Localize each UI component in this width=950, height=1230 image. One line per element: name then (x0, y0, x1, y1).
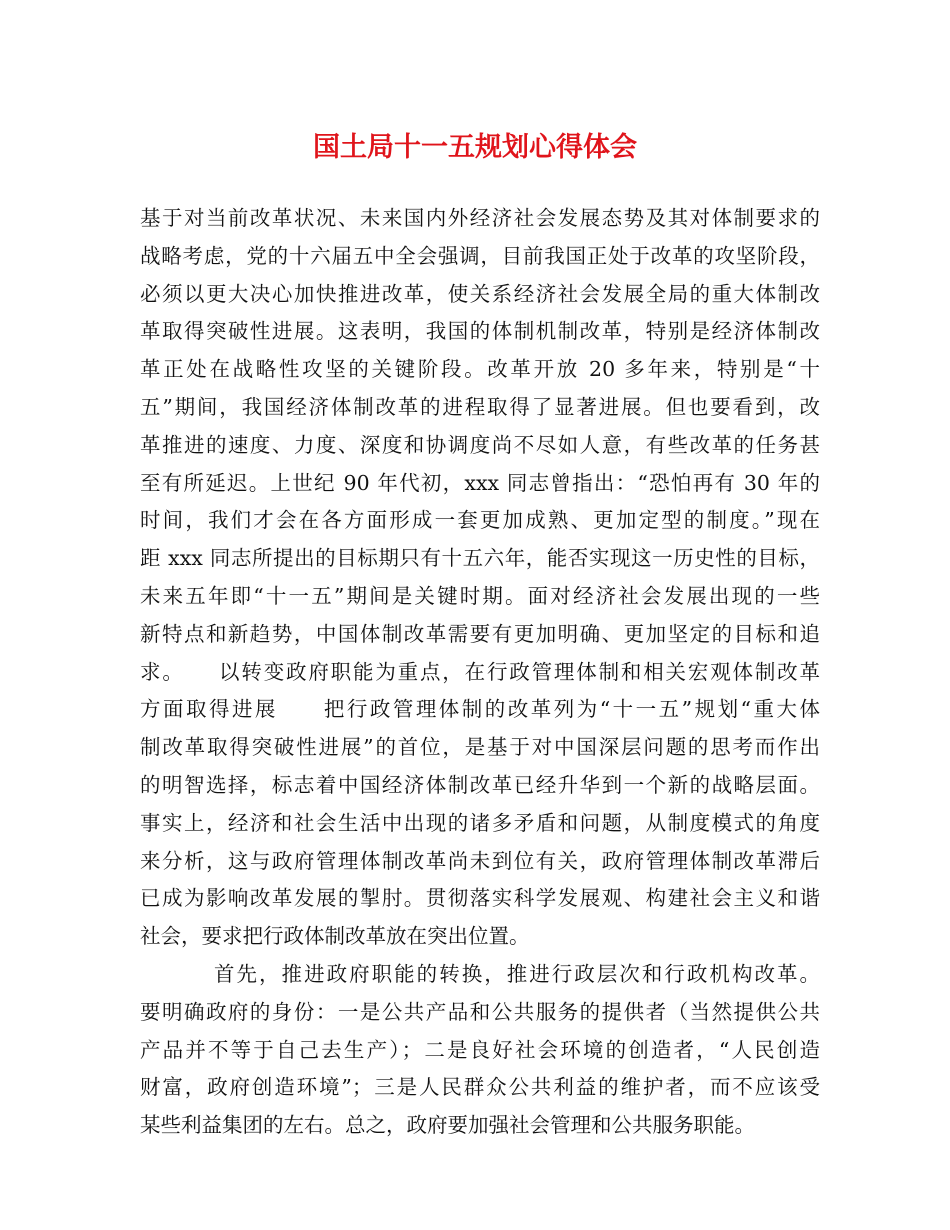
text-line: 距 xxx 同志所提出的目标期只有十五六年，能否实现这一历史性的目标， (140, 546, 820, 571)
text-line: 的明智选择，标志着中国经济体制改革已经升华到一个新的战略层面。 (140, 772, 820, 797)
text-line: 求。 以转变政府职能为重点，在行政管理体制和相关宏观体制改革 (140, 659, 820, 684)
paragraph-2 (140, 956, 820, 1145)
text-line: 要明确政府的身份：一是公共产品和公共服务的提供者（当然提供公共 (140, 999, 820, 1024)
text-line: 必须以更大决心加快推进改革，使关系经济社会发展全局的重大体制改 (140, 281, 820, 306)
text-line: 已成为影响改革发展的掣肘。贯彻落实科学发展观、构建社会主义和谐 (140, 886, 820, 911)
text-line: 未来五年即“十一五”期间是关键时期。面对经济社会发展出现的一些 (140, 583, 820, 608)
text-line: 首先，推进政府职能的转换，推进行政层次和行政机构改革。 (214, 961, 820, 986)
text-line: 五”期间，我国经济体制改革的进程取得了显著进展。但也要看到，改 (140, 394, 820, 419)
text-line: 方面取得进展 把行政管理体制的改革列为“十一五”规划“重大体 (140, 697, 820, 722)
text-line: 来分析，这与政府管理体制改革尚未到位有关，政府管理体制改革滞后 (140, 848, 820, 873)
text-line: 战略考虑，党的十六届五中全会强调，目前我国正处于改革的攻坚阶段， (140, 243, 820, 268)
text-line: 革取得突破性进展。这表明，我国的体制机制改革，特别是经济体制改 (140, 319, 820, 344)
text-line: 革正处在战略性攻坚的关键阶段。改革开放 20 多年来，特别是“十 (140, 357, 820, 382)
text-line: 新特点和新趋势，中国体制改革需要有更加明确、更加坚定的目标和追 (140, 621, 820, 646)
document-body (140, 200, 820, 1145)
text-line: 基于对当前改革状况、未来国内外经济社会发展态势及其对体制要求的 (140, 206, 820, 230)
text-line: 革推进的速度、力度、深度和协调度尚不尽如人意，有些改革的任务甚 (140, 432, 820, 457)
document-title: 国土局十一五规划心得体会 (313, 132, 637, 163)
text-line: 时间，我们才会在各方面形成一套更加成熟、更加定型的制度。”现在 (140, 508, 820, 533)
text-line: 事实上，经济和社会生活中出现的诸多矛盾和问题，从制度模式的角度 (140, 810, 820, 835)
text-line: 某些利益集团的左右。总之，政府要加强社会管理和公共服务职能。 (140, 1113, 755, 1138)
text-line: 至有所延迟。上世纪 90 年代初，xxx 同志曾指出：“恐怕再有 30 年的 (140, 470, 820, 495)
text-line: 社会，要求把行政体制改革放在突出位置。 (140, 924, 530, 949)
paragraph-1 (140, 200, 820, 956)
text-line: 财富，政府创造环境”；三是人民群众公共利益的维护者，而不应该受 (140, 1075, 820, 1100)
text-line: 制改革取得突破性进展”的首位，是基于对中国深层问题的思考而作出 (140, 735, 820, 760)
text-line: 产品并不等于自己去生产）；二是良好社会环境的创造者，“人民创造 (140, 1037, 820, 1062)
